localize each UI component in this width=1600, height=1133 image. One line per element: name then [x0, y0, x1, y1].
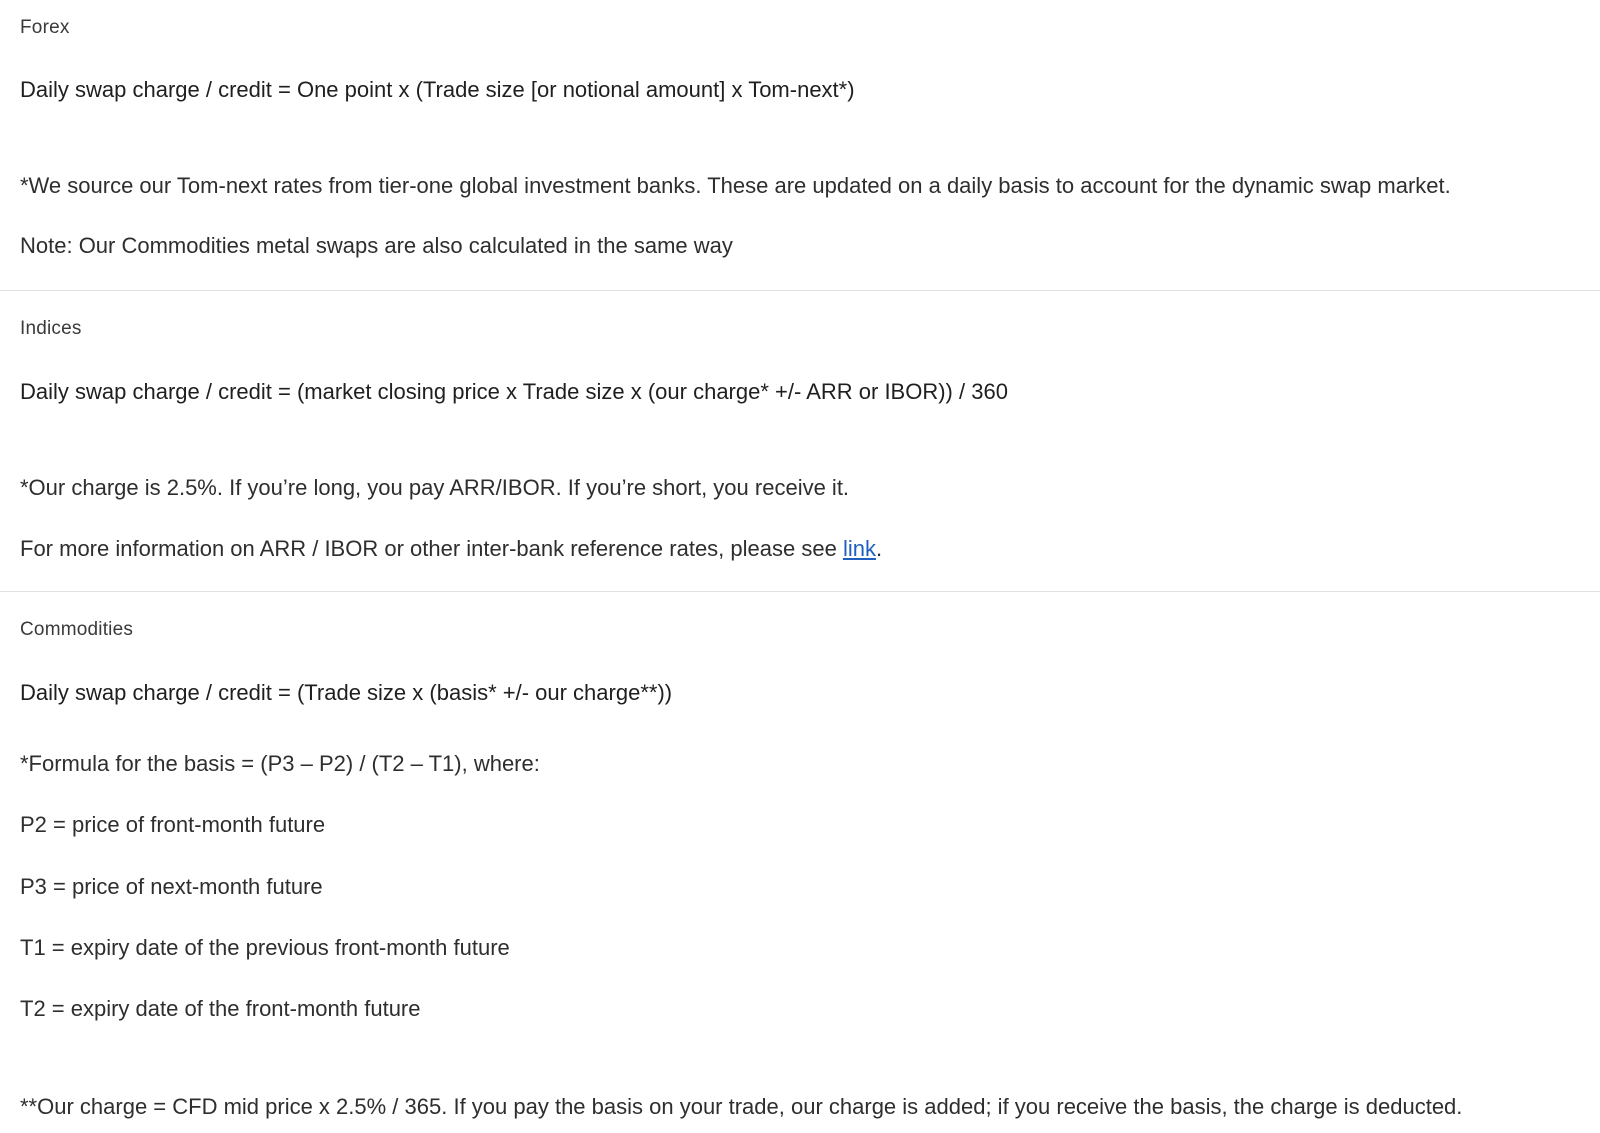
- definition-t1: T1 = expiry date of the previous front-month future: [20, 935, 510, 960]
- indices-info-suffix: .: [875, 536, 883, 561]
- indices-formula: Daily swap charge / credit = (market closing price x Trade size x (our charge* +/- ARR or IBOR)) / 360: [20, 379, 1008, 404]
- forex-footnote: *We source our Tom-next rates from tier-one global investment banks. These are updated on a daily basis to account for the dynamic swap market.: [20, 173, 1451, 198]
- definition-t2: T2 = expiry date of the front-month future: [20, 996, 421, 1021]
- commodities-formula: Daily swap charge / credit = (Trade size x (basis* +/- our charge**)): [20, 680, 673, 705]
- indices-footnote: *Our charge is 2.5%. If you’re long, you pay ARR/IBOR. If you’re short, you receive it.: [20, 475, 850, 500]
- commodities-section: [0, 592, 1600, 1133]
- forex-note: Note: Our Commodities metal swaps are also calculated in the same way: [20, 233, 733, 258]
- forex-section: [0, 0, 1600, 290]
- indices-info: [20, 536, 882, 562]
- forex-heading: Forex: [20, 17, 70, 38]
- indices-section: [0, 291, 1600, 591]
- definition-p3: P3 = price of next-month future: [20, 874, 323, 899]
- basis-formula: *Formula for the basis = (P3 – P2) / (T2 – T1), where:: [20, 751, 540, 776]
- commodities-heading: Commodities: [20, 619, 134, 640]
- reference-rates-link[interactable]: link: [842, 536, 876, 561]
- forex-formula: Daily swap charge / credit = One point x (Trade size [or notional amount] x Tom-next*): [20, 77, 855, 102]
- indices-heading: Indices: [20, 318, 82, 339]
- definition-p2: P2 = price of front-month future: [20, 812, 326, 837]
- charge-note: **Our charge = CFD mid price x 2.5% / 365. If you pay the basis on your trade, our charge is added; if you receive the basis, the charge is deducted.: [20, 1094, 1463, 1119]
- indices-info-text: For more information on ARR / IBOR or other inter-bank reference rates, please see: [20, 536, 843, 561]
